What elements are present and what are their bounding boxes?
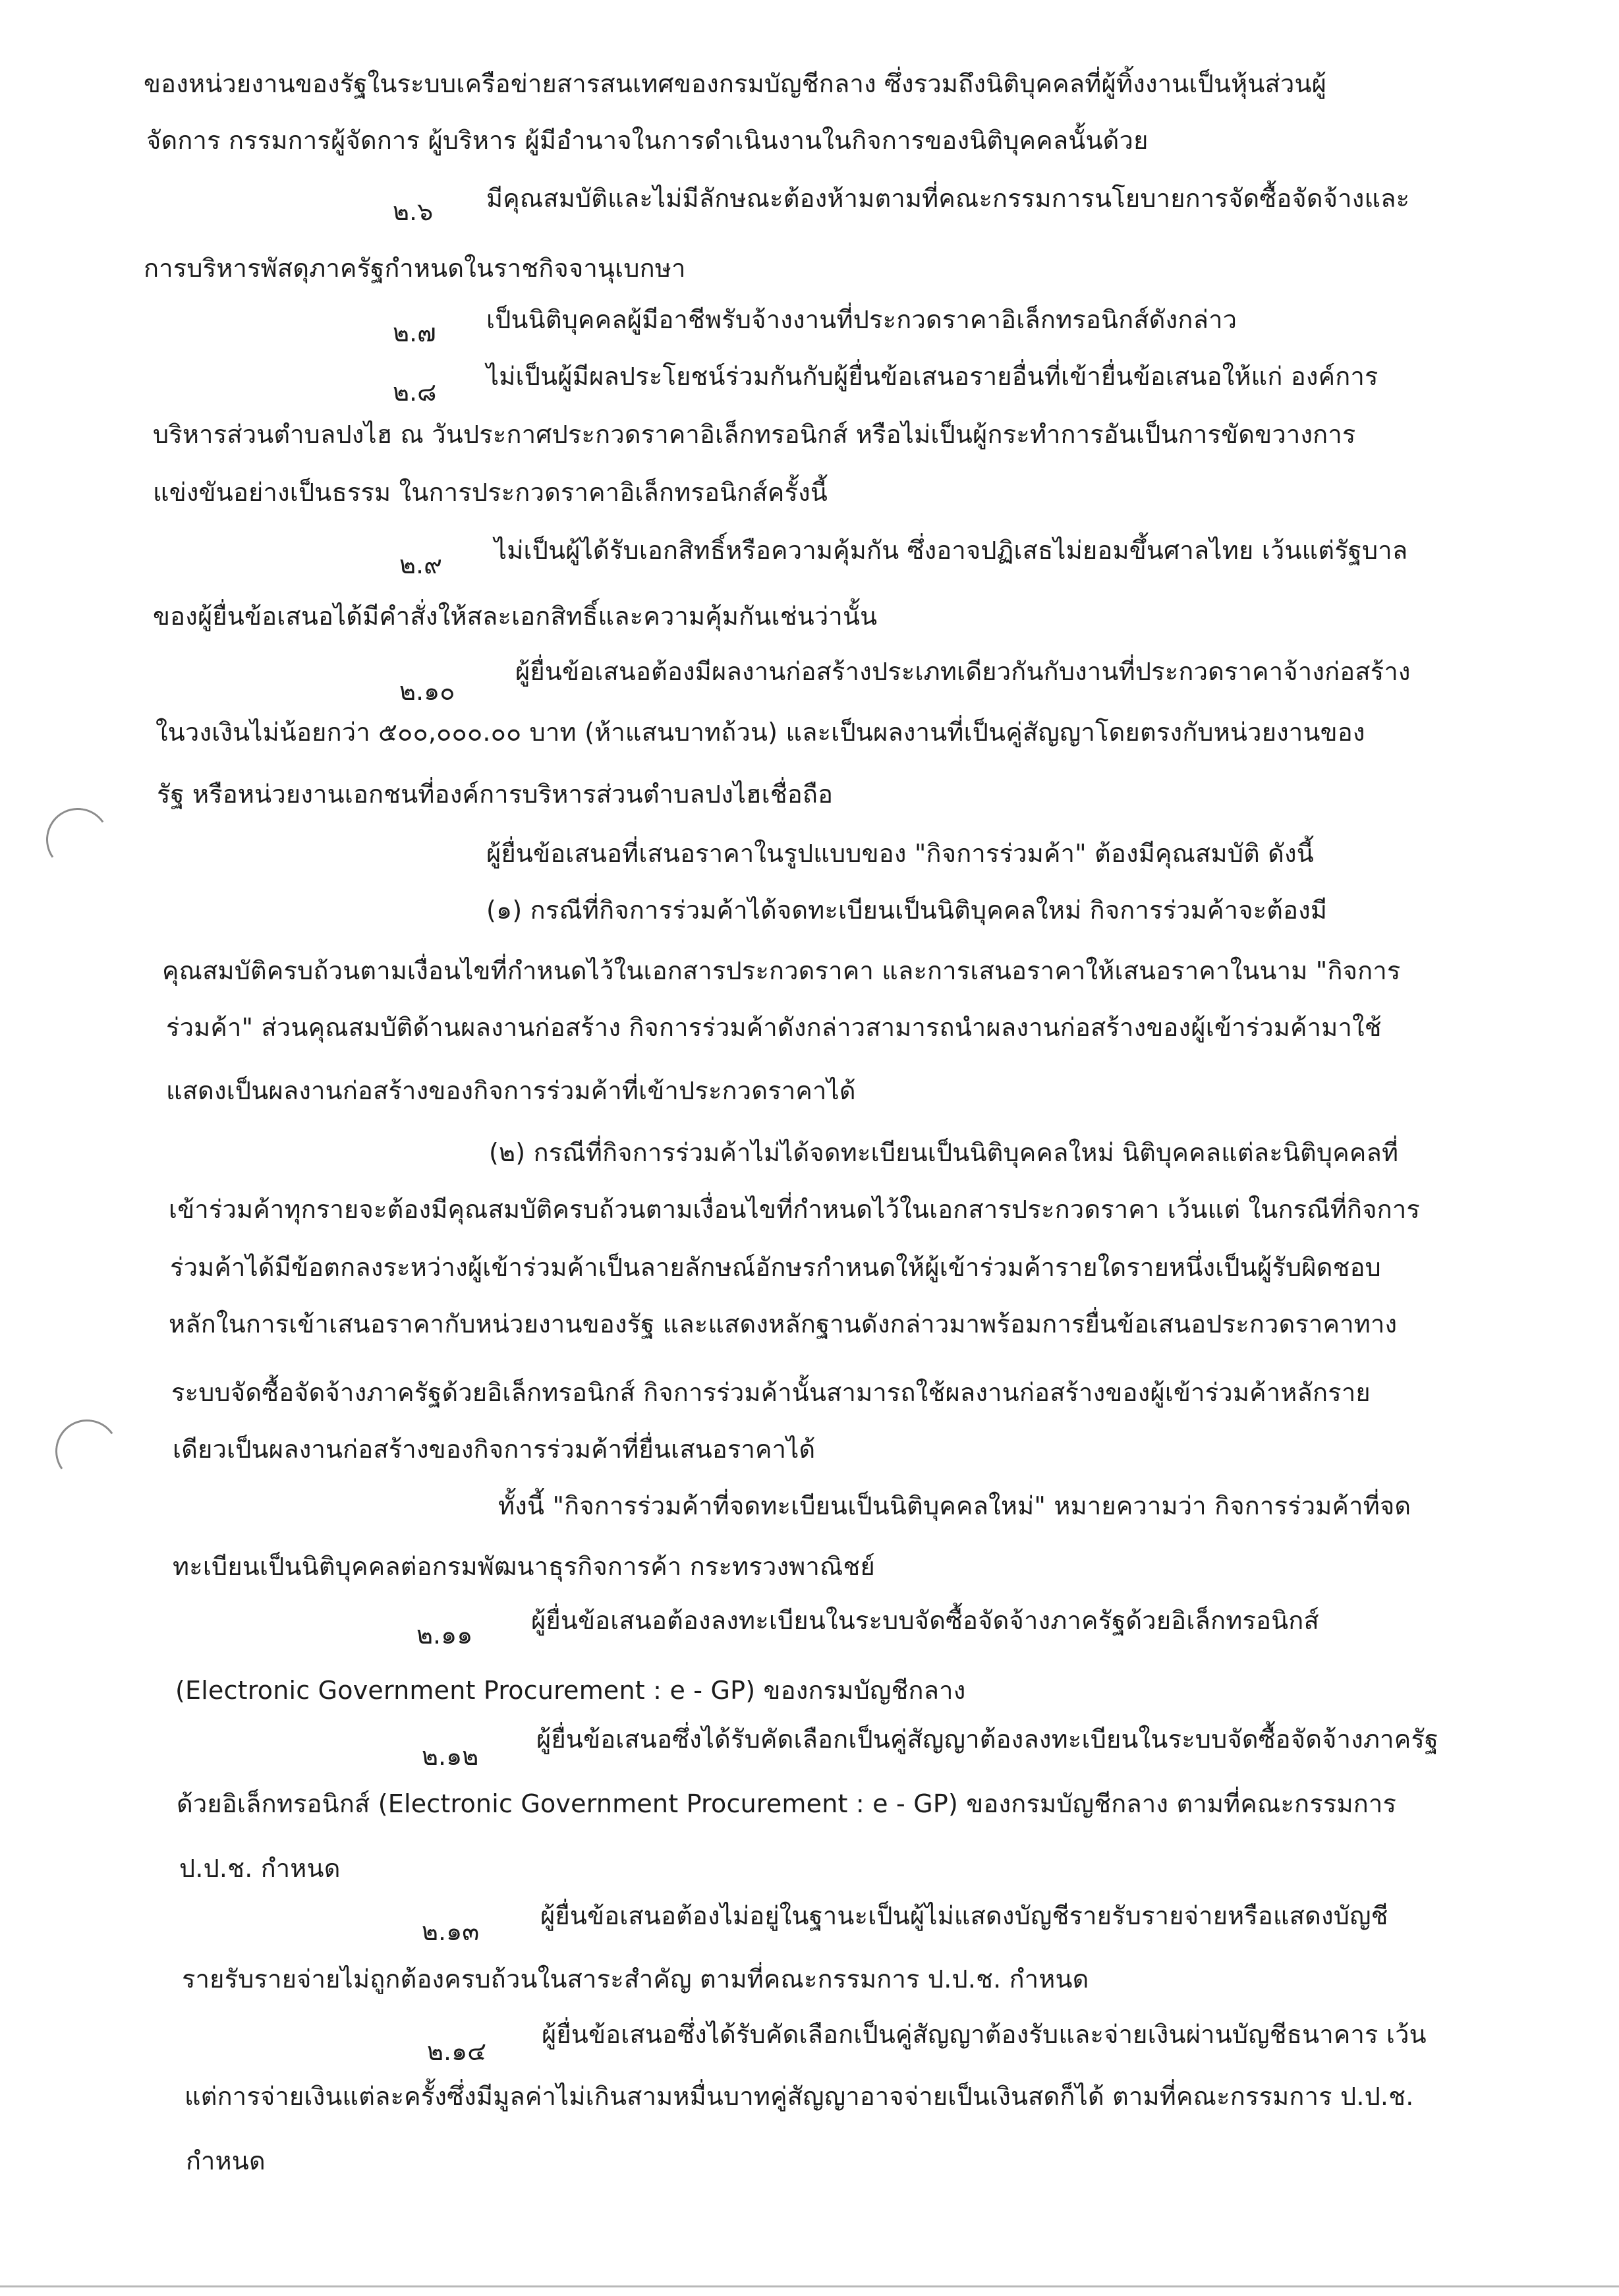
text-line: ผู้ยื่นข้อเสนอซึ่งได้รับคัดเลือกเป็นคู่สัญญาต้องลงทะเบียนในระบบจัดซื้อจัดจ้างภาครัฐ bbox=[536, 1725, 1439, 1754]
text-line: (๑) กรณีที่กิจการร่วมค้าได้จดทะเบียนเป็นนิติบุคคลใหม่ กิจการร่วมค้าจะต้องมี bbox=[486, 896, 1328, 925]
clause-number: ๒.๑๐ bbox=[399, 677, 455, 706]
text-line: จัดการ กรรมการผู้จัดการ ผู้บริหาร ผู้มีอำนาจในการดำเนินงานในกิจการของนิติบุคคลนั้นด้วย bbox=[146, 126, 1149, 155]
text-line: เป็นนิติบุคคลผู้มีอาชีพรับจ้างงานที่ประกวดราคาอิเล็กทรอนิกส์ดังกล่าว bbox=[486, 305, 1237, 334]
text-line: แสดงเป็นผลงานก่อสร้างของกิจการร่วมค้าที่เข้าประกวดราคาได้ bbox=[166, 1076, 856, 1105]
text-line: (Electronic Government Procurement : e - GP) ของกรมบัญชีกลาง bbox=[175, 1676, 966, 1705]
text-line: ร่วมค้าได้มีข้อตกลงระหว่างผู้เข้าร่วมค้าเป็นลายลักษณ์อักษรกำหนดให้ผู้เข้าร่วมค้ารายใดรายหนึ่งเป็นผู้รับผิดชอบ bbox=[170, 1253, 1381, 1282]
text-line: บริหารส่วนตำบลปงไฮ ณ วันประกาศประกวดราคาอิเล็กทรอนิกส์ หรือไม่เป็นผู้กระทำการอันเป็นการขัดขวางการ bbox=[153, 420, 1356, 449]
text-line: แต่การจ่ายเงินแต่ละครั้งซึ่งมีมูลค่าไม่เกินสามหมื่นบาทคู่สัญญาอาจจ่ายเป็นเงินสดก็ได้ ตามที่คณะกรรมการ ป.ป.ช. bbox=[185, 2082, 1414, 2111]
text-line: ด้วยอิเล็กทรอนิกส์ (Electronic Government Procurement : e - GP) ของกรมบัญชีกลาง ตามที่คณะกรรมการ bbox=[177, 1789, 1397, 1818]
punch-hole-mark bbox=[50, 1414, 123, 1487]
clause-number: ๒.๖ bbox=[393, 197, 434, 226]
text-line: ในวงเงินไม่น้อยกว่า ๕๐๐,๐๐๐.๐๐ บาท (ห้าแสนบาทถ้วน) และเป็นผลงานที่เป็นคู่สัญญาโดยตรงกับหน่วยงานของ bbox=[156, 718, 1365, 747]
text-line: ทั้งนี้ "กิจการร่วมค้าที่จดทะเบียนเป็นนิติบุคคลใหม่" หมายความว่า กิจการร่วมค้าที่จด bbox=[498, 1491, 1411, 1520]
text-line: กำหนด bbox=[186, 2146, 266, 2175]
clause-number: ๒.๘ bbox=[393, 378, 437, 407]
text-line: ร่วมค้า" ส่วนคุณสมบัติด้านผลงานก่อสร้าง กิจการร่วมค้าดังกล่าวสามารถนำผลงานก่อสร้างของผู้เข้าร่วมค้ามาใช้ bbox=[166, 1013, 1382, 1042]
text-line: ของหน่วยงานของรัฐในระบบเครือข่ายสารสนเทศของกรมบัญชีกลาง ซึ่งรวมถึงนิติบุคคลที่ผู้ทิ้งงานเป็นหุ้นส่วนผู้ bbox=[144, 69, 1327, 98]
text-line: (๒) กรณีที่กิจการร่วมค้าไม่ได้จดทะเบียนเป็นนิติบุคคลใหม่ นิติบุคคลแต่ละนิติบุคคลที่ bbox=[489, 1138, 1399, 1167]
text-line: เดียวเป็นผลงานก่อสร้างของกิจการร่วมค้าที่ยื่นเสนอราคาได้ bbox=[173, 1435, 816, 1464]
text-line: เข้าร่วมค้าทุกรายจะต้องมีคุณสมบัติครบถ้วนตามเงื่อนไขที่กำหนดไว้ในเอกสารประกวดราคา เว้นแต่ ในกรณีที่กิจการ bbox=[169, 1195, 1421, 1224]
text-line: ผู้ยื่นข้อเสนอต้องไม่อยู่ในฐานะเป็นผู้ไม่แสดงบัญชีรายรับรายจ่ายหรือแสดงบัญชี bbox=[540, 1901, 1388, 1930]
text-line: ของผู้ยื่นข้อเสนอได้มีคำสั่งให้สละเอกสิทธิ์และความคุ้มกันเช่นว่านั้น bbox=[153, 602, 878, 631]
clause-number: ๒.๗ bbox=[393, 318, 436, 347]
text-line: ผู้ยื่นข้อเสนอต้องมีผลงานก่อสร้างประเภทเดียวกันกับงานที่ประกวดราคาจ้างก่อสร้าง bbox=[515, 657, 1411, 686]
text-line: ผู้ยื่นข้อเสนอที่เสนอราคาในรูปแบบของ "กิจการร่วมค้า" ต้องมีคุณสมบัติ ดังนี้ bbox=[486, 839, 1314, 868]
text-line: หลักในการเข้าเสนอราคากับหน่วยงานของรัฐ และแสดงหลักฐานดังกล่าวมาพร้อมการยื่นข้อเสนอประกวดราคาทาง bbox=[169, 1309, 1398, 1338]
clause-number: ๒.๙ bbox=[399, 550, 442, 579]
clause-number: ๒.๑๒ bbox=[422, 1742, 479, 1771]
punch-hole-mark bbox=[41, 803, 114, 876]
text-line: ผู้ยื่นข้อเสนอต้องลงทะเบียนในระบบจัดซื้อจัดจ้างภาครัฐด้วยอิเล็กทรอนิกส์ bbox=[531, 1606, 1319, 1635]
text-line: ไม่เป็นผู้ได้รับเอกสิทธิ์หรือความคุ้มกัน ซึ่งอาจปฏิเสธไม่ยอมขึ้นศาลไทย เว้นแต่รัฐบาล bbox=[494, 536, 1408, 565]
text-line: คุณสมบัติครบถ้วนตามเงื่อนไขที่กำหนดไว้ในเอกสารประกวดราคา และการเสนอราคาให้เสนอราคาในนาม "กิจการ bbox=[162, 956, 1401, 985]
text-line: ระบบจัดซื้อจัดจ้างภาครัฐด้วยอิเล็กทรอนิกส์ กิจการร่วมค้านั้นสามารถใช้ผลงานก่อสร้างของผู้เข้าร่วมค้าหลักราย bbox=[171, 1378, 1371, 1407]
scan-edge-line bbox=[0, 2285, 1619, 2287]
text-line: ทะเบียนเป็นนิติบุคคลต่อกรมพัฒนาธุรกิจการค้า กระทรวงพาณิชย์ bbox=[173, 1552, 876, 1581]
text-line: ป.ป.ช. กำหนด bbox=[179, 1854, 341, 1883]
clause-number: ๒.๑๔ bbox=[427, 2037, 487, 2066]
text-line: การบริหารพัสดุภาครัฐกำหนดในราชกิจจานุเบกษา bbox=[144, 254, 686, 283]
text-line: แข่งขันอย่างเป็นธรรม ในการประกวดราคาอิเล็กทรอนิกส์ครั้งนี้ bbox=[153, 478, 828, 507]
text-line: รายรับรายจ่ายไม่ถูกต้องครบถ้วนในสาระสำคัญ ตามที่คณะกรรมการ ป.ป.ช. กำหนด bbox=[182, 1965, 1089, 1994]
text-line: มีคุณสมบัติและไม่มีลักษณะต้องห้ามตามที่คณะกรรมการนโยบายการจัดซื้อจัดจ้างและ bbox=[486, 184, 1410, 213]
text-line: ผู้ยื่นข้อเสนอซึ่งได้รับคัดเลือกเป็นคู่สัญญาต้องรับและจ่ายเงินผ่านบัญชีธนาคาร เว้น bbox=[542, 2020, 1427, 2049]
clause-number: ๒.๑๓ bbox=[422, 1917, 480, 1946]
clause-number: ๒.๑๑ bbox=[416, 1621, 473, 1650]
text-line: รัฐ หรือหน่วยงานเอกชนที่องค์การบริหารส่วนตำบลปงไฮเชื่อถือ bbox=[157, 780, 834, 809]
text-line: ไม่เป็นผู้มีผลประโยชน์ร่วมกันกับผู้ยื่นข้อเสนอรายอื่นที่เข้ายื่นข้อเสนอให้แก่ องค์การ bbox=[486, 362, 1378, 391]
